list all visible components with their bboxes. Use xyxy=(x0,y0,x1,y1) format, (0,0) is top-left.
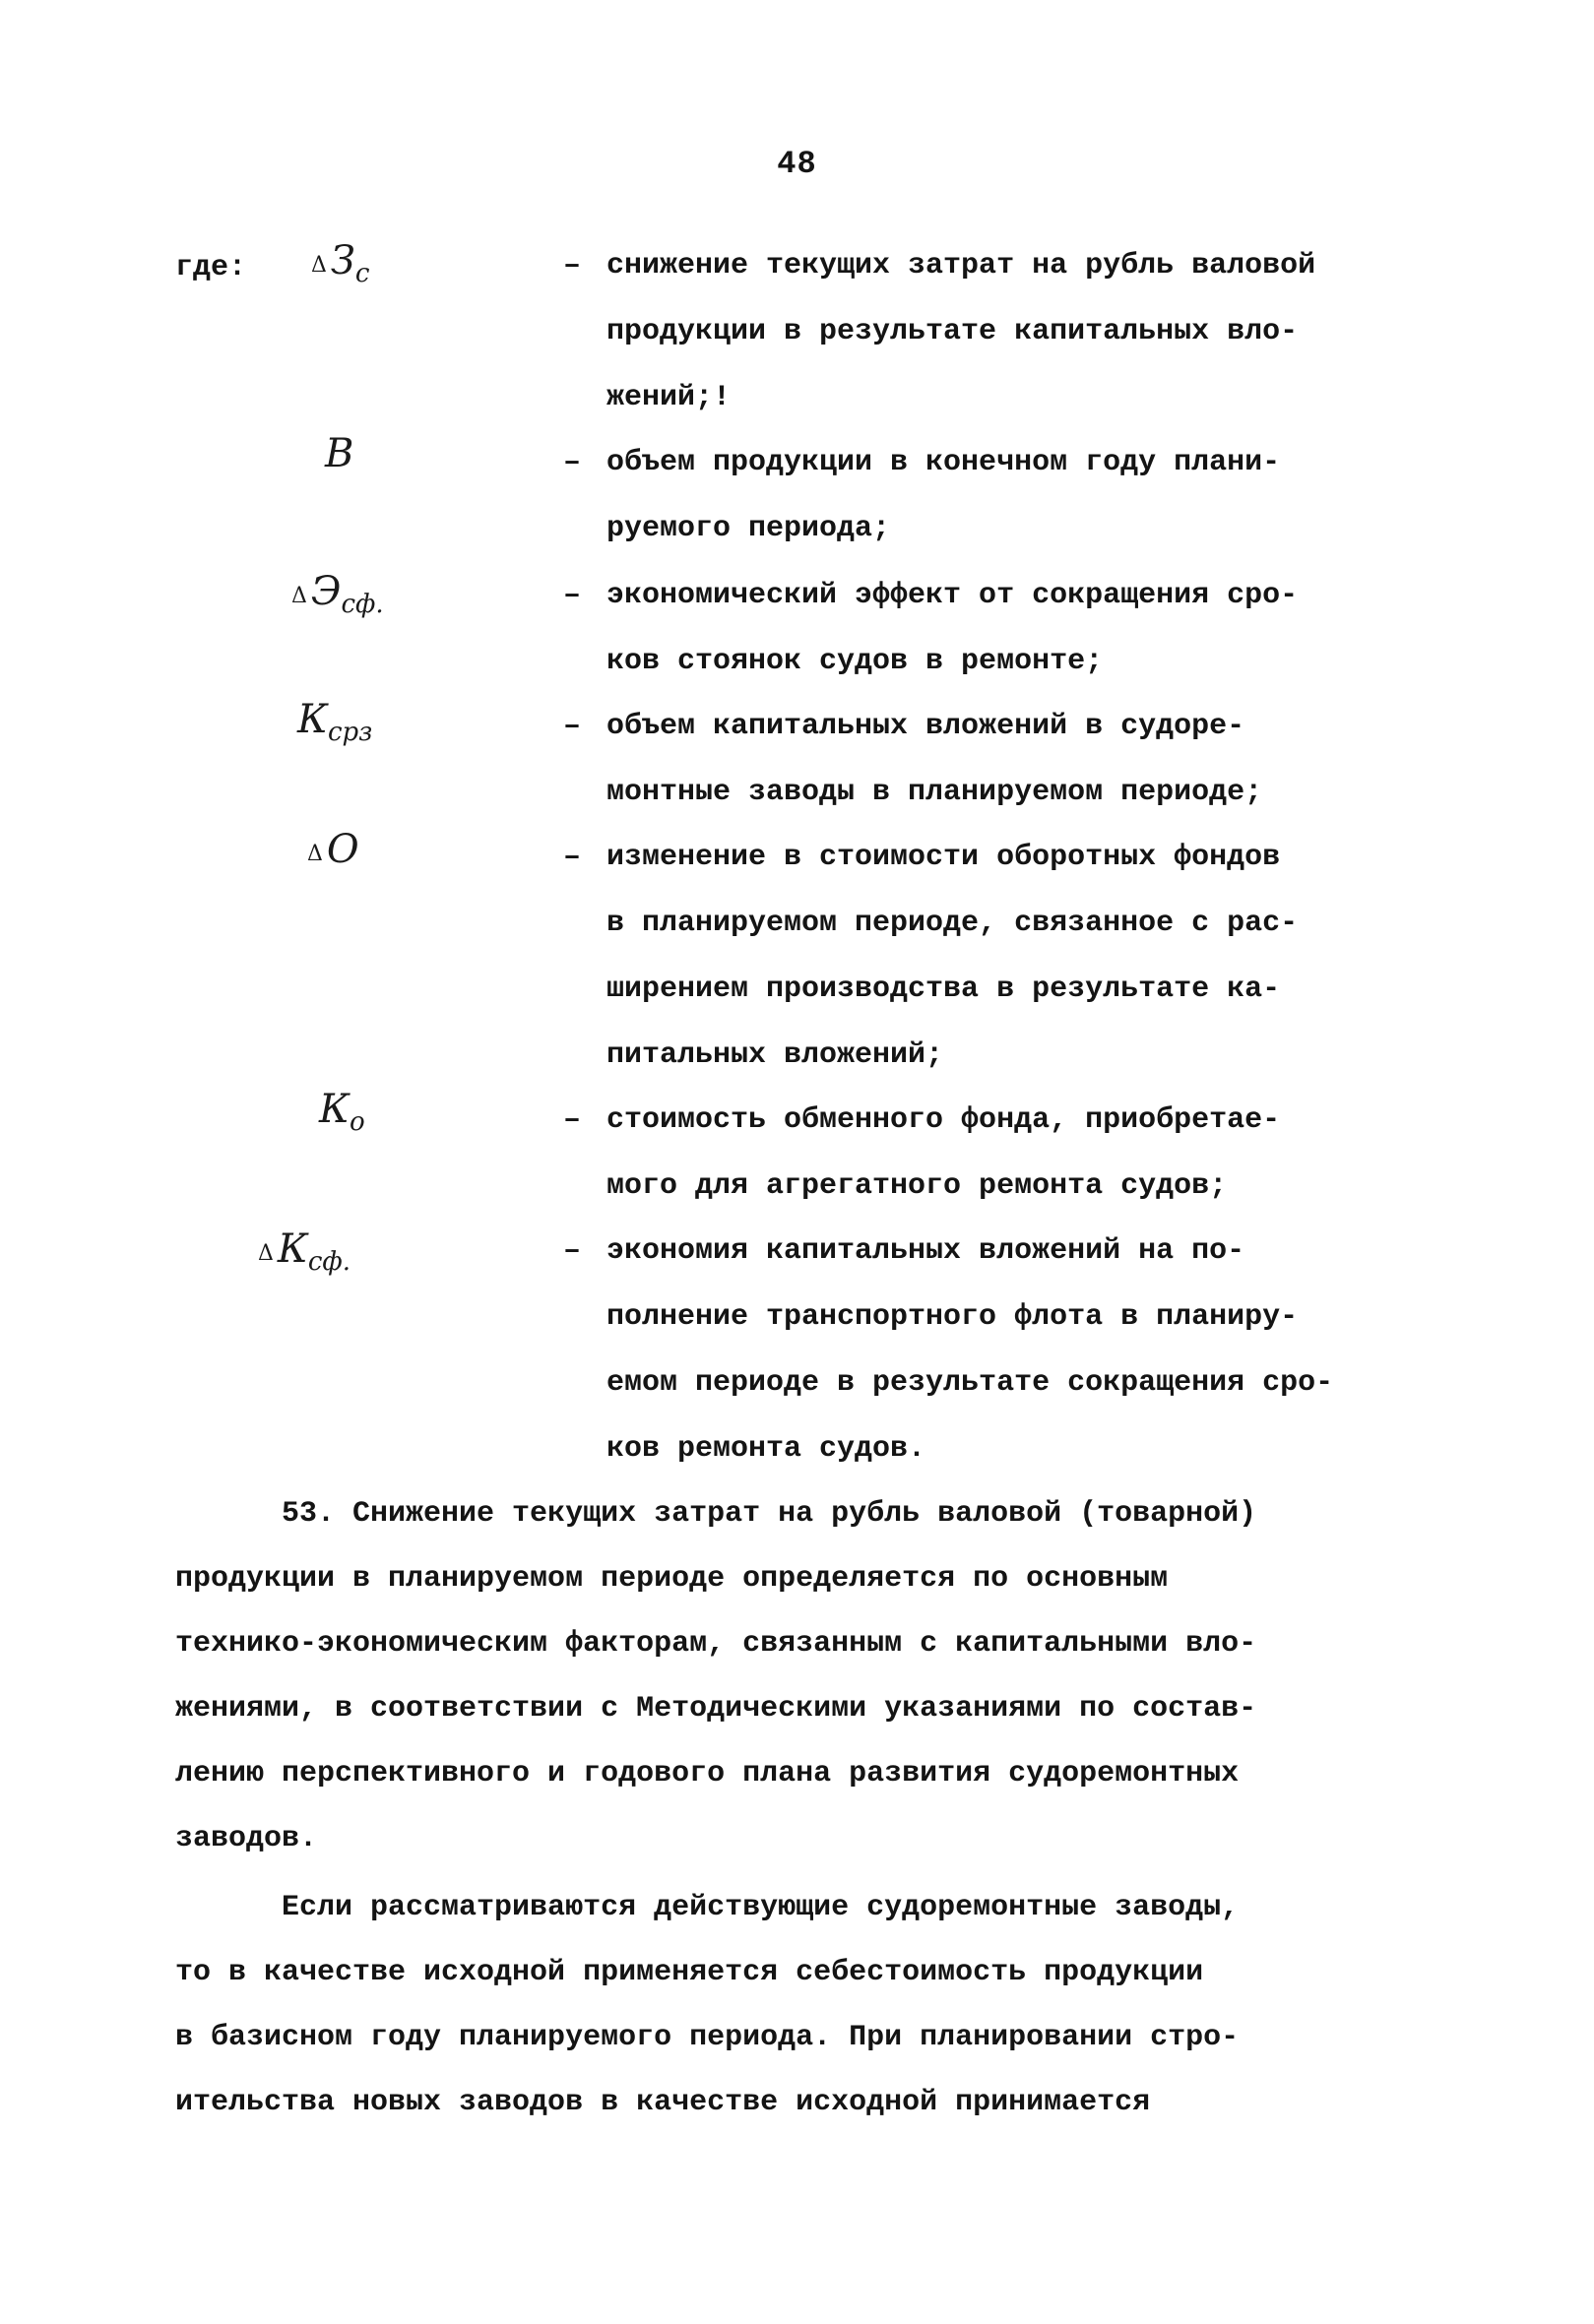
definition-dash: – xyxy=(563,1103,582,1137)
paragraph-line: то в качестве исходной применяется себестоимость продукции xyxy=(175,1956,1204,1989)
symbol-main: З xyxy=(330,238,355,283)
definition-line: объем продукции в конечном году плани- xyxy=(606,446,1281,479)
definition-line: продукции в результате капитальных вло- xyxy=(606,315,1299,348)
definition-line: экономия капитальных вложений на по- xyxy=(606,1234,1245,1268)
definition-line: снижение текущих затрат на рубль валовой xyxy=(606,249,1316,283)
symbol-main: О xyxy=(326,827,359,872)
definition-delta-esf xyxy=(563,563,1430,695)
paragraph-line: 53. Снижение текущих затрат на рубль валовой (товарной) xyxy=(175,1497,1257,1531)
symbol-main: Э xyxy=(310,569,342,614)
definition-line: изменение в стоимости оборотных фондов xyxy=(606,841,1281,874)
symbol-v xyxy=(321,431,353,481)
definition-line: жений;! xyxy=(606,381,732,414)
definition-line: руемого периода; xyxy=(606,512,891,545)
definition-v xyxy=(563,430,1430,562)
definition-dash: – xyxy=(563,446,582,479)
symbol-main: К xyxy=(319,1087,350,1132)
definition-line: стоимость обменного фонда, приобретае- xyxy=(606,1103,1281,1137)
page-number: 48 xyxy=(777,146,817,182)
symbol-delta-ksf xyxy=(258,1226,351,1277)
paragraph-line: лению перспективного и годового плана развития судоремонтных xyxy=(175,1757,1240,1790)
paragraph-line: продукции в планируемом периоде определяется по основным xyxy=(175,1562,1169,1596)
paragraph-line: в базисном году планируемого периода. При планировании стро- xyxy=(175,2021,1240,2054)
definition-line: монтные заводы в планируемом периоде; xyxy=(606,776,1263,809)
symbol-subscript: с xyxy=(354,259,370,288)
symbol-k-srz xyxy=(293,697,372,747)
definition-delta-zc xyxy=(563,233,1430,431)
symbol-delta-o xyxy=(307,827,359,877)
symbol-delta-zc xyxy=(311,238,369,288)
paragraph-line: заводов. xyxy=(175,1822,318,1855)
definition-line: ков стоянок судов в ремонте; xyxy=(606,645,1104,678)
definition-line: мого для агрегатного ремонта судов; xyxy=(606,1169,1228,1203)
definition-delta-ksf xyxy=(563,1219,1430,1482)
definition-line: полнение транспортного флота в планиру- xyxy=(606,1300,1299,1334)
paragraph-line: ительства новых заводов в качестве исходной принимается xyxy=(175,2086,1151,2119)
definition-line: объем капитальных вложений в судоре- xyxy=(606,710,1245,743)
paragraph-line: технико-экономическим факторам, связанным с капитальными вло- xyxy=(175,1627,1257,1661)
symbol-subscript: сф. xyxy=(307,1247,351,1277)
definition-line: в планируемом периоде, связанное с рас- xyxy=(606,907,1299,940)
definition-delta-o xyxy=(563,825,1430,1089)
where-label: где: xyxy=(175,251,247,284)
definition-k-o xyxy=(563,1088,1430,1220)
definition-dash: – xyxy=(563,841,582,874)
paragraph-line: Если рассматриваются действующие судоремонтные заводы, xyxy=(175,1891,1240,1924)
symbol-subscript: сф. xyxy=(341,590,384,619)
symbol-delta-sign: Δ xyxy=(291,584,307,608)
paragraph-53 xyxy=(175,1481,1455,1871)
symbol-subscript: срз xyxy=(327,718,373,747)
paragraph-line: жениями, в соответствии с Методическими указаниями по состав- xyxy=(175,1692,1257,1726)
definition-line: емом периоде в результате сокращения сро- xyxy=(606,1366,1334,1400)
definition-dash: – xyxy=(563,579,582,612)
definition-line: экономический эффект от сокращения сро- xyxy=(606,579,1299,612)
symbol-main: К xyxy=(277,1226,308,1272)
definition-k-srz xyxy=(563,694,1430,826)
symbol-delta-esf xyxy=(291,569,384,619)
symbol-subscript: о xyxy=(349,1107,365,1137)
symbol-main: К xyxy=(297,697,328,742)
paragraph-existing-plants xyxy=(175,1875,1455,2135)
symbol-delta-sign: Δ xyxy=(258,1241,274,1266)
definition-dash: – xyxy=(563,1234,582,1268)
definition-line: питальных вложений; xyxy=(606,1038,944,1072)
definition-line: ков ремонта судов. xyxy=(606,1432,926,1466)
symbol-delta-sign: Δ xyxy=(311,253,327,278)
definition-dash: – xyxy=(563,249,582,283)
symbol-main: В xyxy=(325,431,354,476)
symbol-k-o xyxy=(315,1087,365,1137)
definition-line: ширением производства в результате ка- xyxy=(606,973,1281,1006)
symbol-delta-sign: Δ xyxy=(307,842,323,866)
definition-dash: – xyxy=(563,710,582,743)
